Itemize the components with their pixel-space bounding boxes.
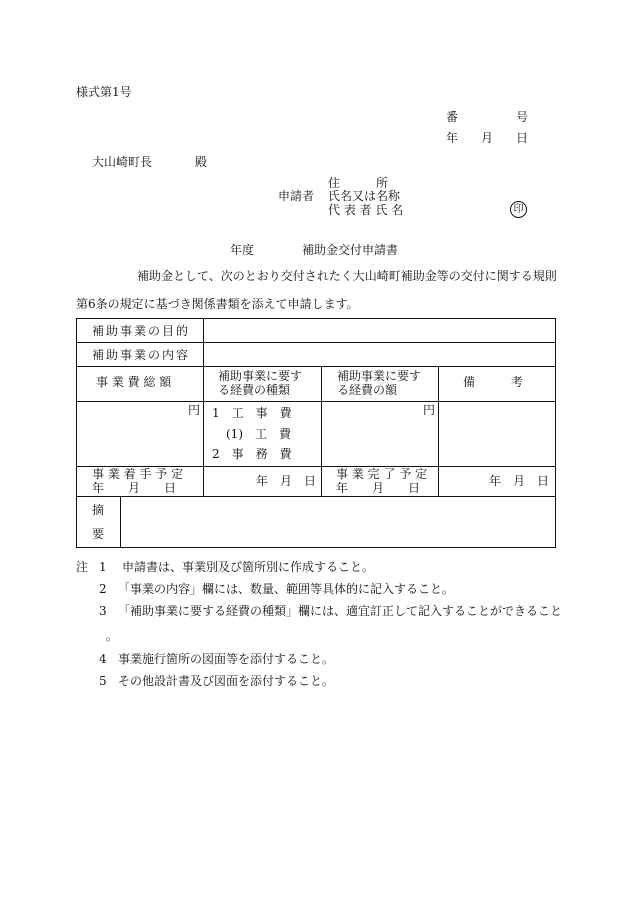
note-1-number: 1: [99, 560, 107, 574]
cost-item-construction: 1 工 事 費: [212, 406, 292, 420]
total-cost-label: 事 業 費 総 額: [96, 375, 172, 389]
cost-amount-label-1: 補助事業に要す: [337, 369, 422, 383]
seal-mark: 印: [510, 201, 527, 218]
table-border-bottom: [76, 547, 556, 548]
date-day-label: 日: [516, 131, 529, 145]
date-month-label: 月: [481, 131, 494, 145]
note-2-text: 「事業の内容」欄には、数量、範囲等具体的に記入すること。: [118, 582, 455, 596]
body-text-line-2: 第6条の規定に基づき関係書類を添えて申請します。: [76, 297, 359, 311]
application-table: [76, 318, 556, 548]
note-4-text: 事業施行箇所の図面等を添付すること。: [118, 652, 335, 666]
body-text-line-1: 補助金として、次のとおり交付されたく大山崎町補助金等の交付に関する規則: [137, 269, 557, 283]
content-label: 補助事業の内容: [92, 348, 191, 362]
rule-row-2: [76, 366, 556, 367]
cost-type-label-1: 補助事業に要す: [218, 369, 303, 383]
title-year: 年度: [230, 243, 255, 257]
rule-row-5: [76, 496, 556, 497]
applicant-label: 申請者: [278, 189, 315, 203]
number-label-left: 番: [446, 110, 459, 124]
note-4-number: 4: [99, 652, 107, 666]
end-date: 年 月 日: [489, 474, 550, 488]
summary-label-1: 摘: [92, 503, 105, 517]
purpose-field[interactable]: [208, 324, 550, 338]
date-year-label: 年: [446, 131, 459, 145]
note-3-continuation: 。: [106, 629, 119, 643]
purpose-label: 補助事業の目的: [92, 324, 191, 338]
rule-row-3: [76, 401, 556, 402]
end-label: 事 業 完 了 予 定: [336, 467, 428, 481]
cost-item-office: 2 事 務 費: [212, 447, 292, 461]
note-5-text: その他設計書及び図面を添付すること。: [118, 674, 335, 688]
summary-label-2: 要: [92, 527, 105, 541]
yen-unit-amount: 円: [423, 403, 436, 417]
table-border-top: [76, 318, 556, 319]
rule-col-3: [438, 366, 439, 496]
yen-unit-total: 円: [188, 403, 201, 417]
note-5-number: 5: [99, 674, 107, 688]
document-title: 補助金交付申請書: [302, 243, 399, 257]
rule-row-1: [76, 342, 556, 343]
start-date-row: 年 月 日: [92, 481, 177, 495]
note-2-number: 2: [99, 582, 107, 596]
cost-type-label-2: る経費の種類: [218, 383, 291, 397]
end-date-row: 年 月 日: [336, 481, 421, 495]
remarks-label: 備 考: [463, 375, 524, 389]
start-label: 事 業 着 手 予 定: [92, 467, 184, 481]
note-3-text: 「補助事業に要する経費の種類」欄には、適宜訂正して記入することができること: [118, 604, 563, 618]
cost-amount-label-2: る経費の額: [337, 383, 398, 397]
rule-col-2: [321, 366, 322, 496]
summary-field[interactable]: [126, 502, 550, 542]
note-1-text: 申請書は、事業別及び箇所別に作成すること。: [122, 560, 375, 574]
representative-label: 代 表 者 氏 名: [328, 203, 404, 217]
form-number: 様式第1号: [76, 85, 132, 99]
addressee: 大山崎町長: [92, 155, 153, 169]
table-border-right: [555, 318, 556, 548]
address-label: 住 所: [328, 176, 389, 190]
table-border-left: [76, 318, 77, 548]
rule-col-label: [203, 318, 204, 366]
rule-col-summary: [120, 496, 121, 548]
rule-col-1: [203, 366, 204, 496]
number-label-right: 号: [516, 110, 529, 124]
cost-item-construction-sub: (1) 工 費: [226, 427, 291, 441]
start-date: 年 月 日: [256, 474, 317, 488]
content-field[interactable]: [208, 348, 550, 362]
name-label: 氏名又は名称: [328, 189, 401, 203]
addressee-honorific: 殿: [195, 155, 208, 169]
note-3-number: 3: [99, 604, 107, 618]
notes-prefix: 注: [76, 560, 89, 574]
